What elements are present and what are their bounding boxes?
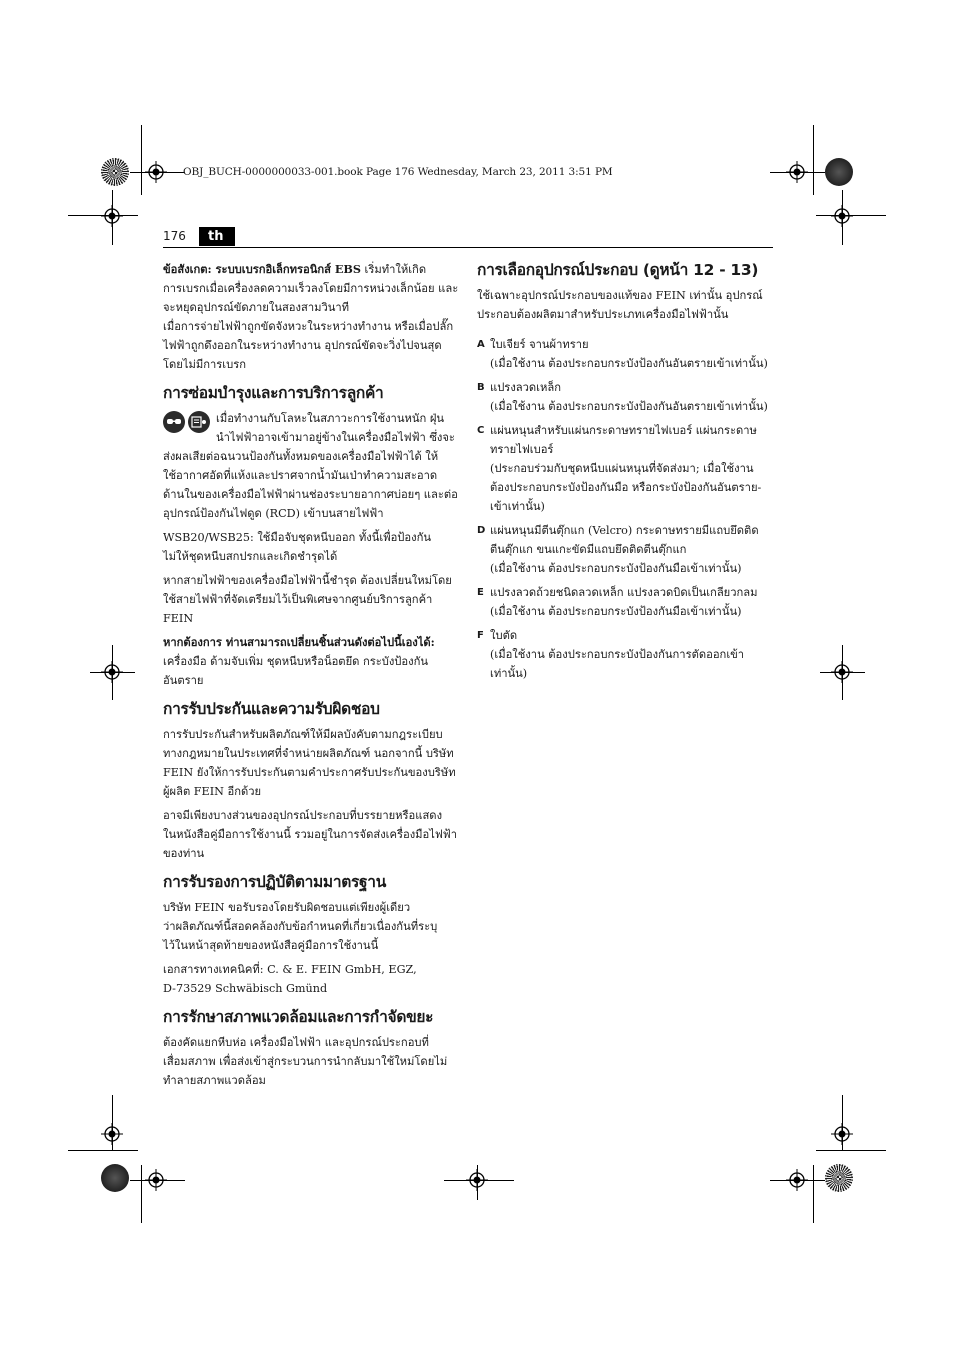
accessories-intro bbox=[477, 286, 777, 324]
text-line: ใช้อากาศอัดที่แห้งและปราศจากน้ำมันเป่าทำความสะอาด bbox=[163, 469, 438, 482]
text-line: (เมื่อใช้งาน ต้องประกอบกระบังป้องกันอันตรายเข้าเท่านั้น) bbox=[490, 400, 768, 413]
text-line: อันตราย bbox=[163, 674, 204, 687]
text-line: แปรงลวดถ้วยชนิดลวดเหล็ก แปรงลวดบิดเป็นเกลียวกลม bbox=[490, 586, 758, 599]
maintenance-paragraph bbox=[163, 409, 463, 523]
crop-mark bbox=[813, 125, 814, 195]
wsb-paragraph bbox=[163, 528, 463, 566]
heading-accessories: การเลือกอุปกรณ์ประกอบ (ดูหน้า 12 - 13) bbox=[477, 261, 759, 279]
color-wheel-icon bbox=[825, 158, 853, 186]
text-line: การรับประกันสำหรับผลิตภัณฑ์ให้มีผลบังคับตามกฎระเบียบ bbox=[163, 728, 443, 741]
text-line: ประกอบต้องผลิตมาสำหรับประเภทเครื่องมือไฟฟ้านั้น bbox=[477, 308, 729, 321]
registration-mark-icon bbox=[101, 661, 123, 683]
language-tag: th bbox=[199, 227, 235, 246]
left-column bbox=[163, 260, 463, 1095]
eye-protection-icon bbox=[163, 411, 185, 433]
text-line: ด้านในของเครื่องมือไฟฟ้าผ่านช่องระบายอากาศบ่อยๆ และต่อ bbox=[163, 488, 458, 501]
text-line: เอกสารทางเทคนิคที่: C. & E. FEIN GmbH, EGZ, bbox=[163, 963, 417, 976]
heading-environment: การรักษาสภาพแวดล้อมและการกำจัดขยะ bbox=[163, 1008, 434, 1026]
crop-mark bbox=[816, 1150, 886, 1151]
text-line: D-73529 Schwäbisch Gmünd bbox=[163, 982, 328, 995]
crop-mark bbox=[68, 1150, 138, 1151]
right-column bbox=[477, 257, 777, 688]
heading-maintenance: การซ่อมบำรุงและการบริการลูกค้า bbox=[163, 384, 384, 402]
crop-mark bbox=[813, 1165, 814, 1223]
note-label: ข้อสังเกต: ระบบเบรกอิเล็กทรอนิกส์ EBS bbox=[163, 262, 361, 276]
registration-mark-icon bbox=[786, 1169, 808, 1191]
text-line: ไฟฟ้าถูกดึงออกในระหว่างทำงาน อุปกรณ์ขัดจะวิ่งไปจนสุด bbox=[163, 339, 442, 352]
item-letter: B bbox=[477, 382, 485, 393]
item-text bbox=[490, 421, 777, 516]
list-item bbox=[477, 521, 777, 578]
color-wheel-icon bbox=[101, 158, 129, 186]
item-letter: A bbox=[477, 339, 485, 350]
cable-paragraph bbox=[163, 571, 463, 628]
text-line: ทางกฎหมายในประเทศที่จำหน่ายผลิตภัณฑ์ นอกจากนี้ บริษัท bbox=[163, 747, 454, 760]
text-line: เท่านั้น) bbox=[490, 667, 528, 680]
item-letter: C bbox=[477, 425, 485, 436]
registration-mark-icon bbox=[101, 1123, 123, 1145]
text-line: การเบรกเมื่อเครื่องลดความเร็วลงโดยมีการหน่วงเล็กน้อย และ bbox=[163, 282, 459, 295]
environment-paragraph bbox=[163, 1033, 463, 1090]
color-wheel-icon bbox=[101, 1164, 129, 1192]
registration-mark-icon bbox=[831, 1123, 853, 1145]
text-line: ตีนตุ๊กแก ขนแกะขัดมีแถบยึดติดตีนตุ๊กแก bbox=[490, 543, 687, 556]
list-item bbox=[477, 335, 777, 373]
text-line: (เมื่อใช้งาน ต้องประกอบกระบังป้องกันมือเข้าเท่านั้น) bbox=[490, 605, 742, 618]
text-line: ว่าผลิตภัณฑ์นี้สอดคล้องกับข้อกำหนดที่เกี่ยวเนื่องกันที่ระบุ bbox=[163, 920, 438, 933]
text-line: อุปกรณ์ป้องกันไฟดูด (RCD) เข้าบนสายไฟฟ้า bbox=[163, 507, 384, 520]
registration-mark-icon bbox=[831, 205, 853, 227]
text-line: ใบตัด bbox=[490, 629, 518, 642]
text-line: WSB20/WSB25: ใช้มือจับชุดหนีบออก ทั้งนี้เพื่อป้องกัน bbox=[163, 531, 431, 544]
text-line: จะหยุดอุปกรณ์ขัดภายในสองสามวินาที bbox=[163, 301, 350, 314]
text-line: (ประกอบร่วมกับชุดหนีบแผ่นหนุนที่จัดส่งมา; เมื่อใช้งาน bbox=[490, 462, 754, 475]
text-line: ในหนังสือคู่มือการใช้งานนี้ รวมอยู่ในการจัดส่งเครื่องมือไฟฟ้า bbox=[163, 828, 458, 841]
text-line: ต้องประกอบกระบังป้องกันมือ หรือกระบังป้องกันอันตราย- bbox=[490, 481, 762, 494]
item-text bbox=[490, 626, 777, 683]
text-line: (เมื่อใช้งาน ต้องประกอบกระบังป้องกันการตัดออกเข้า bbox=[490, 648, 745, 661]
text-line: ใบเจียร์ จานผ้าทราย bbox=[490, 338, 589, 351]
color-wheel-icon bbox=[825, 1164, 853, 1192]
text-line: (เมื่อใช้งาน ต้องประกอบกระบังป้องกันมือเข้าเท่านั้น) bbox=[490, 562, 742, 575]
read-manual-icon bbox=[188, 411, 210, 433]
list-item bbox=[477, 421, 777, 516]
text-line: ไม่ให้ชุดหนีบสกปรกและเกิดชำรุดได้ bbox=[163, 550, 338, 563]
text-line: ใช้สายไฟฟ้าที่จัดเตรียมไว้เป็นพิเศษจากศูนย์บริการลูกค้า FEIN bbox=[163, 593, 433, 625]
warranty-paragraph bbox=[163, 725, 463, 801]
safety-icons bbox=[163, 411, 210, 433]
text-line: เมื่อการจ่ายไฟฟ้าถูกขัดจังหวะในระหว่างทำงาน หรือเมื่อปลั๊ก bbox=[163, 320, 454, 333]
list-item bbox=[477, 626, 777, 683]
techdoc-paragraph bbox=[163, 960, 463, 998]
item-letter: E bbox=[477, 587, 484, 598]
text-line: ของท่าน bbox=[163, 847, 205, 860]
registration-mark-icon bbox=[101, 205, 123, 227]
item-text bbox=[490, 378, 777, 416]
text-line: FEIN ยังให้การรับประกันตามคำประกาศรับประกันของบริษัท bbox=[163, 766, 456, 779]
item-letter: F bbox=[477, 630, 484, 641]
replace-label: หากต้องการ ท่านสามารถเปลี่ยนชิ้นส่วนดังต่อไปนี้เองได้: bbox=[163, 635, 435, 649]
text-line: ไว้ในหน้าสุดท้ายของหนังสือคู่มือการใช้งานนี้ bbox=[163, 939, 379, 952]
registration-mark-icon bbox=[831, 661, 853, 683]
text-line: โดยไม่มีการเบรก bbox=[163, 358, 246, 371]
text-line: เสื่อมสภาพ เพื่อส่งเข้าสู่กระบวนการนำกลับมาใช้ใหม่โดยไม่ bbox=[163, 1055, 448, 1068]
text-line: ส่งผลเสียต่อฉนวนป้องกันทั้งหมดของเครื่องมือไฟฟ้าได้ ให้ bbox=[163, 450, 439, 463]
text-line: ผู้ผลิต FEIN อีกด้วย bbox=[163, 785, 262, 798]
ebs-note bbox=[163, 260, 463, 374]
text-line: เมื่อทำงานกับโลหะในสภาวะการใช้งานหนัก ฝุ่น bbox=[216, 412, 445, 425]
page-number: 176 bbox=[163, 229, 186, 243]
header-rule bbox=[163, 247, 773, 248]
item-text bbox=[490, 521, 777, 578]
registration-mark-icon bbox=[145, 1169, 167, 1191]
text-line: (เมื่อใช้งาน ต้องประกอบกระบังป้องกันอันตรายเข้าเท่านั้น) bbox=[490, 357, 768, 370]
book-file-info: OBJ_BUCH-0000000033-001.book Page 176 Wednesday, March 23, 2011 3:51 PM bbox=[183, 166, 613, 178]
scope-paragraph bbox=[163, 806, 463, 863]
item-text bbox=[490, 335, 777, 373]
crop-mark bbox=[141, 125, 142, 195]
registration-mark-icon bbox=[786, 161, 808, 183]
text-line: แปรงลวดเหล็ก bbox=[490, 381, 562, 394]
text-line: ทำลายสภาพแวดล้อม bbox=[163, 1074, 266, 1087]
crop-mark bbox=[141, 1165, 142, 1223]
heading-warranty: การรับประกันและความรับผิดชอบ bbox=[163, 700, 380, 718]
text-line: ต้องคัดแยกหีบห่อ เครื่องมือไฟฟ้า และอุปกรณ์ประกอบที่ bbox=[163, 1036, 429, 1049]
text-line: แผ่นหนุนสำหรับแผ่นกระดาษทรายไฟเบอร์ แผ่นกระดาษ bbox=[490, 424, 757, 437]
text-line: ทรายไฟเบอร์ bbox=[490, 443, 554, 456]
list-item bbox=[477, 583, 777, 621]
text-line: เครื่องมือ ด้ามจับเพิ่ม ชุดหนีบหรือน็อตยึด กระบังป้องกัน bbox=[163, 655, 429, 668]
text-line: นำไฟฟ้าอาจเข้ามาอยู่ข้างในเครื่องมือไฟฟ้า ซึ่งจะ bbox=[216, 431, 455, 444]
text-line: อาจมีเพียงบางส่วนของอุปกรณ์ประกอบที่บรรยายหรือแสดง bbox=[163, 809, 443, 822]
text-line: หากสายไฟฟ้าของเครื่องมือไฟฟ้านี้ชำรุด ต้องเปลี่ยนใหม่โดย bbox=[163, 574, 452, 587]
registration-mark-icon bbox=[145, 161, 167, 183]
heading-conformity: การรับรองการปฏิบัติตามมาตรฐาน bbox=[163, 873, 386, 891]
item-letter: D bbox=[477, 525, 486, 536]
text-line: เข้าเท่านั้น) bbox=[490, 500, 545, 513]
text-line: เริ่มทำให้เกิด bbox=[360, 263, 427, 276]
conformity-paragraph bbox=[163, 898, 463, 955]
replaceable-parts-paragraph bbox=[163, 633, 463, 690]
text-line: บริษัท FEIN ขอรับรองโดยรับผิดชอบแต่เพียงผู้เดียว bbox=[163, 901, 411, 914]
item-text bbox=[490, 583, 777, 621]
text-line: ใช้เฉพาะอุปกรณ์ประกอบของแท้ของ FEIN เท่านั้น อุปกรณ์ bbox=[477, 289, 763, 302]
text-line: แผ่นหนุนมีตีนตุ๊กแก (Velcro) กระดาษทรายมีแถบยึดติด bbox=[490, 524, 759, 537]
list-item bbox=[477, 378, 777, 416]
registration-mark-icon bbox=[466, 1169, 488, 1191]
